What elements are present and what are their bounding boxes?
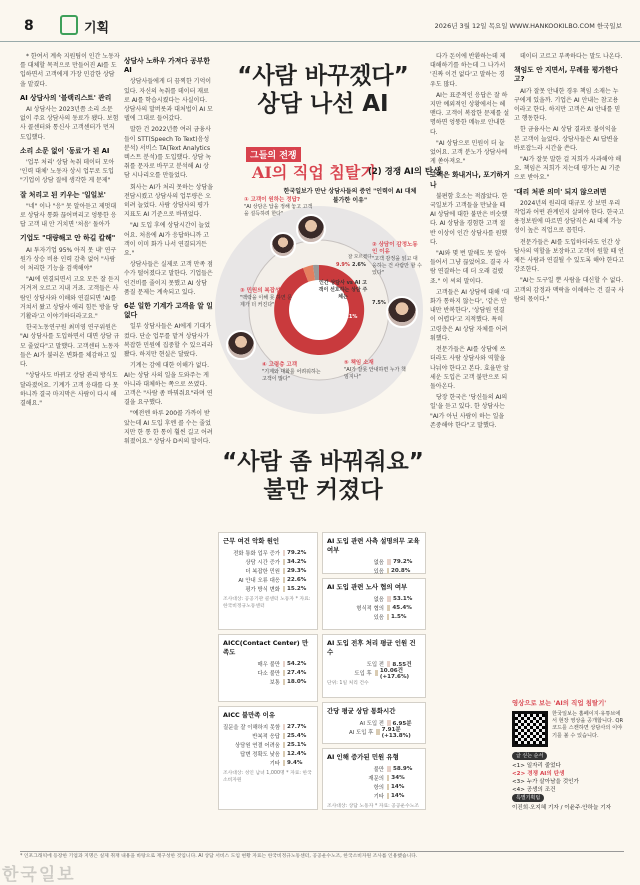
chart-row-label: AI 도입 후 (349, 729, 374, 736)
interviewee-photo (270, 232, 296, 258)
second-headline-line1: “사람 좀 바꿔줘요” (222, 449, 424, 475)
chart-row (223, 584, 313, 593)
article-column-right (430, 52, 510, 847)
chart-row (223, 740, 313, 749)
testimony-title: ③ 민원의 복잡성 (240, 288, 281, 294)
chart-row-label: 보통 (269, 679, 280, 686)
body-text: 기계는 감에 대한 이해가 없다. AI는 상담 사의 일을 도와주는 게 아니라 대체하는 쪽으로 쓰였다. 고객은 "사람 좀 바꿔줘요"라며 연결을 요구했다. (124, 362, 213, 407)
interviewee-photo (296, 214, 326, 244)
body-text: "AI는 도구일 뿐 사람을 대신할 수 없다. 고객의 감정과 맥락을 이해하는 건 결국 사람의 몫이다." (514, 277, 624, 303)
chart-bar (283, 559, 285, 565)
chart-row-value: 7.91분(+13.8%) (381, 726, 411, 739)
chart-row (223, 677, 313, 686)
chart-row-value: 29.3% (287, 567, 307, 574)
chart-bar (283, 670, 285, 676)
chart-row-value: 15.2% (287, 585, 307, 592)
chart-row (223, 659, 313, 668)
chart-bar (387, 784, 389, 790)
body-text: "AI와 몇 번 말해도 못 알아들어서 그냥 끊었어요. 결국 사람 연결하는 데 더 오래 걸렸죠." 이 씨의 말이다. (430, 250, 510, 285)
section-book-icon (60, 15, 78, 35)
page-header (0, 0, 640, 42)
subheading: 책임도 안 지면서, 무례를 평가한다고? (514, 66, 618, 84)
order-item: <3> 누가 살아남을 것인가 (512, 779, 579, 785)
testimony-text: "AI가 잘못 안내하면 누가 책임지나" (344, 367, 406, 380)
chart-row (327, 726, 421, 739)
chart-row-value: 54.2% (287, 660, 307, 667)
chart-bar (387, 559, 391, 565)
chart-row-label: 더 복잡한 민원 (245, 568, 280, 575)
series-subtitle: (2) 경쟁 AI의 탄생 (368, 167, 442, 177)
chart-bar (387, 596, 391, 602)
chart-row-label: 전화 통화 업무 증가 (233, 550, 280, 557)
chart-row-value: 14% (391, 783, 405, 790)
chart-bar (387, 614, 389, 620)
pct-ai: 9.9% (336, 262, 350, 268)
chart-bar (283, 568, 285, 574)
chart-bar (283, 751, 285, 757)
chart-bar (387, 775, 389, 781)
chart-title: AICC(Contact Center) 만족도 (223, 639, 309, 656)
chart-row-label: 상담 시간 증가 (245, 559, 280, 566)
testimony-bubble (372, 242, 422, 277)
chart-row (223, 749, 313, 758)
chart-row-value: 18.0% (287, 678, 307, 685)
chart-row-value: 27.7% (287, 723, 307, 730)
body-text: AI 상담사는 2023년쯤 소리 소문 없이 주요 상담사의 동료가 됐다. 보험사 콜센터와 통신사 고객센터가 먼저 도입했다. (20, 106, 119, 141)
body-text: 상담사들은 실제로 고객 만족 점수가 떨어졌다고 말한다. 기업들은 인건비를 줄이지 못했고 AI 상담 품질 문제는 계속되고 있다. (124, 261, 213, 296)
body-text: "AI가 잘못 말한 걸 저희가 사과해야 해요. 책임은 저희가 지는데 평가는 AI 기준으로 받아요." (514, 156, 622, 182)
body-text: "네" 이나 "응" 못 알아듣고 제멋대로 상담사 통화 끊어버리고 엉뚱한 응답 고객 내 안 거치면 '처음' 돌아가 (20, 202, 117, 229)
chart-bar (283, 742, 285, 748)
chart-row-value: 34% (391, 774, 405, 781)
chart-source: 단위: 1일 처리 건수 (327, 681, 369, 686)
chart-row-value: 79.2% (393, 558, 413, 565)
testimony-bubble (240, 288, 296, 309)
body-text: '업무 처리' 상담 녹취 데이터 모아 '인력 대체' 노동자 상시 업무로 도입 "기업이 상담 질에 생각한 게 문제" (20, 159, 115, 185)
chart-source: 조사대상: 성인 남녀 1,000명 * 자료: 한국소비자원 (223, 771, 312, 783)
body-text: 일부 상담사들은 AI에게 기대가 컸다. 단순 업무를 맡겨 상담사가 복잡한 민원에 집중할 수 있으리라 봤다. 하지만 현실은 달랐다. (124, 323, 213, 359)
chart-row (327, 791, 421, 800)
chart-row-label: 도입 전 (366, 661, 384, 668)
chart-row-label: 있음 (373, 568, 384, 575)
chart-row-label: 답변 정확도 낮음 (240, 751, 280, 758)
order-label: 글 싣는 순서 (512, 752, 547, 760)
order-item: <1> 일자리 줄었다 (512, 763, 561, 769)
chart-row-value: 34.2% (287, 558, 307, 565)
chart-row (327, 594, 421, 603)
interviewee-photo (386, 296, 418, 328)
chart-row-label: 기타 (269, 760, 280, 767)
subheading: 잘 처리고 된 키우는 '일일보' (20, 190, 106, 199)
testimony-bubble (262, 362, 322, 383)
chart-row-value: 9.4% (287, 759, 303, 766)
video-promo (512, 698, 624, 747)
chart-block (322, 532, 426, 574)
staff-credits: 이진희·오지혜 기자 / 이윤주·안하늘 기자 (512, 805, 612, 811)
order-item: <4> 공생의 조건 (512, 787, 556, 793)
chart-row-value: 58.9% (393, 765, 413, 772)
promo-title: 영상으로 보는 'AI의 직업 침탈기' (512, 699, 607, 707)
chart-row (223, 575, 313, 584)
second-headline (220, 448, 426, 504)
testimony-bubble (244, 197, 314, 218)
chart-bar (387, 793, 389, 799)
testimony-title: ④ 고령층 고객 (262, 362, 298, 368)
body-text: 말한 건 2022년쯤 여러 금융사들이 STT(Speech To Text)음성 분석) 서비스 TA(Text Analytics 텍스트 분석)를 도입했다. 상담 녹취를 문자로 바꾸고 분석해 AI 상담 시나리오를 만들었다. (124, 126, 212, 180)
chart-block (322, 748, 426, 810)
chart-block (322, 702, 426, 744)
subheading: 상담사 노하우 가져다 공부한 AI (124, 57, 210, 75)
article-column-left (20, 52, 120, 842)
chart-row (223, 557, 313, 566)
chart-row (223, 758, 313, 767)
promo-text: 한국일보는 홈페이지·유튜브에서 현장 영상을 공개합니다. QR코드를 스캔하면 상담사의 이야기를 볼 수 있습니다. (552, 711, 624, 739)
body-text: 당장 한국은 '당신들의 AI의 일'을 듣고 있다. 한 상담사는 "AI가 아닌 사람이 하는 일을 존중해야 한다"고 말했다. (430, 394, 508, 429)
testimony-title: ① 고객이 원하는 정답? (244, 197, 301, 203)
chart-row-label: 반복적 응답 (252, 733, 280, 740)
chart-row-value: 27.4% (287, 669, 307, 676)
body-text: 전문가들은 AI를 도입하더라도 인간 상담사의 역할을 보장하고 고객이 원할 때 언제든 사람과 연결될 수 있도록 해야 한다고 강조한다. (514, 238, 624, 274)
chart-bar (283, 724, 285, 730)
testimony-text: "맥락을 이해 못 하면 문제가 더 커진다" (240, 295, 293, 308)
body-text: "AI 도입 후에 상담시간이 늘었어요. 처음에 AI가 응답하니까 고객이 이미 화가 나서 연결되거든요." (124, 222, 211, 258)
chart-row-value: 79.2% (287, 549, 307, 556)
chart-bar (387, 605, 390, 611)
chart-row-label: 재문의 (368, 775, 384, 782)
body-text: 다가 돈이에 반환하는데 제 대해하기를 하는데 그 나가서 '진짜 이건 없다'고 말하는 경우도 많다. (430, 53, 506, 88)
infographic-title: 한국일보가 만난 상담사들의 증언 "인력이 AI 대체 불가한 이유" (283, 188, 417, 204)
qr-code[interactable] (512, 711, 548, 747)
chart-block (322, 578, 426, 630)
testimony-title: ② 상담이 감정노동인 이유 (372, 242, 418, 255)
chart-title: AI 인해 증가된 민원 유형 (327, 753, 399, 761)
chart-row (327, 566, 421, 575)
chart-row (223, 722, 313, 731)
dateline: 2026년 3월 12일 목요일 WWW.HANKOOKILBO.COM 한국일보 (434, 22, 622, 30)
pct-human: 87.1% (340, 314, 358, 320)
chart-title: AICC 불만족 이유 (223, 711, 276, 719)
chart-bar (283, 577, 285, 583)
chart-source: 조사대상: 상담 노동자 * 자료: 공공운수노조 (327, 804, 420, 809)
testimony-title: ⑤ 책임 소재 (344, 360, 374, 366)
chart-row-value: 53.1% (393, 595, 413, 602)
interviewee-photo (226, 330, 256, 360)
body-text: * 한여서 계속 지원팀이 인간 노동자를 대체할 목적으로 만들어진 AI를 도입하면서 고객에게 가장 민감한 상담을 맡겼다. (20, 53, 120, 88)
main-headline-line1: “사람 바꾸겠다” (237, 63, 409, 89)
chart-bar (283, 586, 285, 592)
chart-row-label: 형식적 협의 (356, 605, 384, 612)
chart-row-value: 1.5% (391, 613, 407, 620)
chart-row-label: 기타 (373, 793, 384, 800)
subheading: 6분 일한 기계가 고객을 알 일 없다 (124, 302, 213, 320)
chart-row (223, 668, 313, 677)
chart-bar (283, 550, 285, 556)
chart-row-label: AI 도입 전 (359, 720, 384, 727)
chart-title: AI 도입 관련 노사 협의 여부 (327, 583, 408, 591)
chart-row-label: 불만 (373, 766, 384, 773)
chart-bar (283, 733, 285, 739)
page-number: 8 (24, 18, 34, 34)
chart-title: 근무 여건 악화 원인 (223, 537, 280, 545)
pct-other: 7.5% (372, 300, 386, 306)
chart-row-label: 상담원 연결 어려움 (234, 742, 280, 749)
chart-row (327, 764, 421, 773)
second-headline-line2: 불만 커졌다 (263, 477, 383, 503)
body-text: 회사는 AI가 처리 못하는 상담을 전담시켰고 상담사의 업무량은 오히려 늘었다. 사람 상담사의 평가 지표도 AI 기준으로 바뀌었다. (124, 183, 214, 219)
main-headline-line2: 상담 나선 AI (257, 91, 389, 117)
chart-row-label: 없음 (373, 559, 384, 566)
chart-row (327, 667, 421, 680)
section-label: 기획 (84, 21, 110, 36)
chart-row (327, 773, 421, 782)
chart-title: AI 도입 관련 사측 설명의무 교육 여부 (327, 537, 420, 554)
chart-row (327, 603, 421, 612)
series-tag: 그들의 전쟁 (246, 147, 301, 162)
body-text: AI가 잘못 안내한 경우 책임 소재는 누구에게 있을까. 기업은 AI 안내는 참고용이라고 한다. 하지만 고객은 AI 안내를 믿고 행동한다. (514, 87, 621, 123)
chart-row-value: 22.6% (287, 576, 307, 583)
article-column-far-right (514, 52, 624, 692)
chart-row-label: 질문을 잘 이해하지 못함 (223, 724, 281, 731)
footnote: * 인포그래픽에 등장한 기업과 지명은 실제 취재 내용을 바탕으로 재구성한 것입니다. AI 상담 서비스 도입 현황 자료는 한국비정규노동센터, 공공운수노조, 한국소비자원 조사를 인용했습니다. (20, 851, 624, 860)
testimony-text: "기계와 대화를 어려워하는 고객이 많다" (262, 369, 321, 382)
chart-row (223, 548, 313, 557)
body-text: AI 투자기업 95% 아직 못 내' 연구 원가 상승 비용 인력 감축 없어 "사람이 처리한 기능을 검색해야" (20, 246, 117, 273)
series-title: AI의 직업 침탈기 (252, 163, 376, 182)
subheading: 기업도 "대량해고 안 하길 칼해" (20, 234, 116, 243)
chart-block (218, 634, 318, 702)
chart-row-label: 도입 후 (354, 670, 372, 677)
testimony-bubble (344, 360, 408, 381)
chart-title: AI 도입 전후 처리 평균 인원 건수 (327, 639, 416, 656)
chart-row-label: 없음 (373, 596, 384, 603)
chart-row (223, 731, 313, 740)
chart-bar (283, 661, 285, 667)
watermark: 한국일보 (2, 865, 76, 885)
chart-row (327, 612, 421, 621)
pct-unknown-label: 잘 모르겠다 (348, 255, 372, 260)
body-text: 고객들은 AI 상담에 대해 '대화가 통하지 않는다', '같은 안내만 반복한다', '상담원 연결이 어렵다'고 지적했다. 특히 고령층은 AI 상담 자체를 어려워했다. (430, 288, 510, 342)
article-column-mid (124, 52, 214, 852)
series-order-box (512, 752, 624, 812)
body-text: 2024년의 원리대 대규모 상 보면 우리 작업과 어떤 관계인지 살펴야 한다. 한국고용정보원에 따르면 상담직은 AI 대체 가능성이 높은 직업으로 꼽힌다. (514, 199, 624, 235)
chart-block (218, 532, 318, 630)
body-text: "AI 상담으로 민원이 더 늘었어요. 고객 분노가 상담사에게 쏟아져요." (430, 139, 508, 166)
order-item-current: <2> 경쟁 AI의 탄생 (512, 771, 565, 777)
chart-row-value: 25.4% (287, 732, 307, 739)
chart-title: 간당 평균 상담 통화시간 (327, 707, 396, 715)
body-text: "AI에 연결되면서 고요 모든 잘 듣지 거겨져 오르고 지내 거죠. 고객들은 사람인 상담사와 이해와 연결되면 'AI를 거쳐서 왔고 상담사 애리 힘든 방을 당기활라'고 이야기하더라고요." (20, 276, 120, 321)
chart-row-value: 6.95분 (392, 720, 412, 727)
chart-bar (376, 729, 379, 735)
chart-bar (387, 568, 389, 574)
body-text: 한국노동연구원 최미영 연구위원은 "AI 상담사를 도입하면서 대면 상담 규모 줄었다"고 말했다. 고객센터 노동자들은 AI가 불러온 변화를 체감하고 있다. (20, 324, 120, 369)
pct-unknown: 2.6% (352, 262, 366, 268)
body-text: AI는 표준적인 응답은 잘 하지만 예외적인 상황에서는 헤맨다. 고객이 복잡한 문제를 설명하면 엉뚱한 메뉴로 안내한다. (430, 91, 510, 136)
chart-row-label: 있음 (373, 614, 384, 621)
subheading: 고객은 화내거나, 포기하거나 (430, 171, 510, 189)
body-text: 데이터 고르고 부족하다는 말도 나온다. (520, 53, 623, 60)
chart-row-value: 8.55건 (392, 661, 412, 668)
testimony-text: "AI 상담은 답을 정해 놓고 고객을 설득하려 한다" (244, 204, 313, 217)
chart-row-value: 12.4% (287, 750, 307, 757)
chart-row (327, 782, 421, 791)
chart-row-label: 평가 방식 변화 (245, 586, 280, 593)
body-text: 상담사들에게 더 끔찍한 기억이 있다. 자신의 녹취를 데이터 재료로 AI를 학습시켰다는 사실이다. 상담사의 말버릇과 대처법이 AI 모델에 그대로 들어갔다. (124, 78, 213, 123)
body-text: 전문가들은 AI를 상담에 쓰더라도 사람 상담사와 역할을 나눠야 한다고 본다. 효율만 앞세운 도입은 고객 불만으로 되돌아온다. (430, 346, 510, 390)
chart-block (218, 706, 318, 810)
chart-row-value: 45.4% (392, 604, 412, 611)
chart-block (322, 634, 426, 698)
main-headline (218, 62, 428, 118)
subheading: AI 상담사의 '블랙리스트' 관리 (20, 93, 112, 102)
chart-row-value: 20.8% (391, 567, 411, 574)
chart-row-value: 14% (391, 792, 405, 799)
body-text: "예전엔 하루 200콜 가까이 받았는데 AI 도입 후엔 콜 수는 줄었지만 한 통 한 통이 훨씬 길고 어려워졌어요." 상담사 D씨의 말이다. (124, 410, 213, 445)
body-text: 불편함 호소는 적잖았다. 한국일보가 고객들을 만났을 때 AI 상담에 대한 불만은 비슷했다. AI 상담을 경험한 고객 절반 이상이 인간 상담사를 원했다. (430, 192, 508, 246)
chart-row (223, 566, 313, 575)
chart-source: 조사대상: 공공기관 콜센터 노동자 * 자료: 한국비정규노동센터 (223, 597, 311, 609)
chart-row-label: AI 안내 오류 대응 (238, 577, 280, 584)
subheading: 소리 소문 없이 '동료'가 된 AI (20, 146, 110, 155)
testimony-text: "고객 감정을 읽고 대응하는 건 사람만 할 수 있다" (372, 256, 422, 276)
chart-bar (283, 679, 285, 685)
chart-row-value: 10.06건(+17.6%) (379, 667, 410, 680)
chart-row (327, 557, 421, 566)
infographic-center-label: 인간 상담사 vs AI 고객이 선호하는 상담 주체는 (318, 280, 368, 300)
chart-row-label: 매우 불만 (257, 661, 280, 668)
chart-row-label: 다소 불만 (257, 670, 280, 677)
chart-row-label: 항의 (373, 784, 384, 791)
subheading: '대리 처관 의미' 되지 않으려면 (514, 187, 607, 196)
chart-row-value: 25.1% (287, 741, 307, 748)
team-label: 특별기획팀 (512, 794, 544, 802)
chart-bar (283, 760, 285, 766)
body-text: "상담사도 바뀌고 상담 관리 방식도 달라졌어요. 기계가 고객 응대를 다 못 하니까 결국 마지막은 사람이 다시 해결해요." (20, 372, 119, 407)
chart-bar (387, 766, 391, 772)
body-text: 한 금융사는 AI 상담 결과로 불이익을 본 고객이 늘었다. 상담사들은 AI 답변을 바로잡느라 시간을 쓴다. (514, 126, 619, 152)
chart-bar (375, 670, 378, 676)
